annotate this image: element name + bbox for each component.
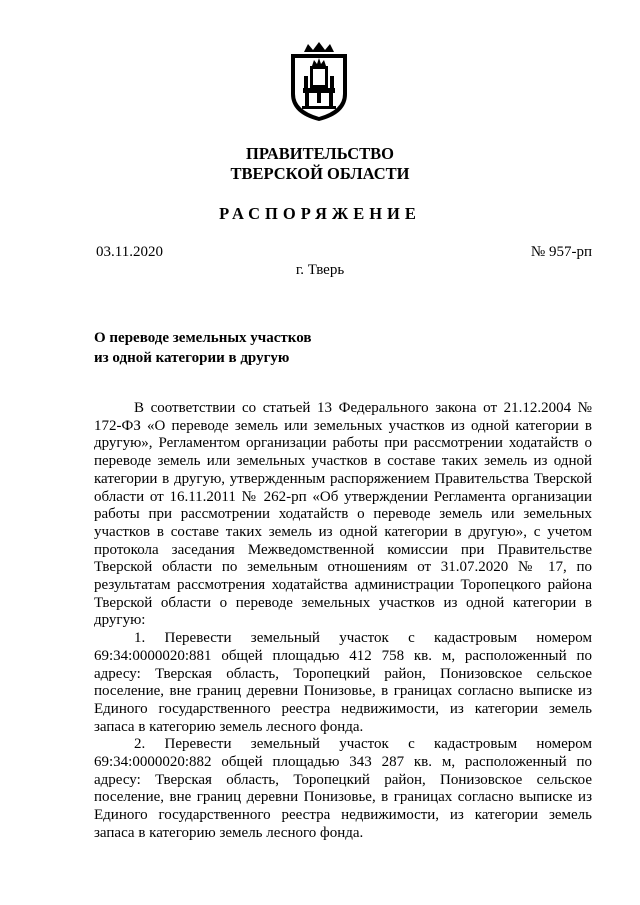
- document-number: № 957-рп: [530, 244, 592, 260]
- subject-line1: О переводе земельных участков: [94, 330, 312, 346]
- clause-1-paragraph: 1. Перевести земельный участок с кадастровым номером 69:34:0000020:881 общей площадью 412 758 кв. м, расположенный по адресу: Тверская область, Торопецкий район, Понизовское сельское поселение, вне границ деревни Понизовье, в границах согласно выписке из Единого государственного реестра недвижимости, из категории земель запаса в категорию земель лесного фонда.: [94, 630, 592, 735]
- clause-2-paragraph: 2. Перевести земельный участок с кадастровым номером 69:34:0000020:882 общей площадью 343 287 кв. м, расположенный по адресу: Тверская область, Торопецкий район, Понизовское сельское поселение, вне границ деревни Понизовье, в границах согласно выписке из Единого государственного реестра недвижимости, из категории земель запаса в категорию земель лесного фонда.: [94, 736, 592, 841]
- preamble-paragraph: В соответствии со статьей 13 Федерального закона от 21.12.2004 № 172-ФЗ «О переводе земель или земельных участков из одной категории в другую», Регламентом организации работы при рассмотрении ходатайств о переводе земель или земельных участков в составе таких земель из одной категории в другую, утвержденным распоряжением Правительства Тверской области от 16.11.2011 № 262-рп «Об утверждении Регламента организации работы при рассмотрении ходатайств о переводе земель или земельных участков в составе таких земель из одной категории в другую», с учетом протокола заседания Межведомственной комиссии при Правительстве Тверской области по земельным отношениям от 31.07.2020 № 17, по результатам рассмотрения ходатайства администрации Торопецкого района Тверской области о переводе земельных участков из одной категории в другую:: [94, 400, 592, 629]
- government-title-line2: ТВЕРСКОЙ ОБЛАСТИ: [230, 164, 410, 183]
- document-type: РАСПОРЯЖЕНИЕ: [219, 204, 421, 223]
- subject-line2: из одной категории в другую: [94, 350, 290, 366]
- document-subject: [94, 328, 311, 368]
- document-city: г. Тверь: [295, 262, 345, 278]
- government-title-line1: ПРАВИТЕЛЬСТВО: [246, 144, 394, 163]
- document-date: 03.11.2020: [96, 244, 163, 260]
- document-body: [94, 400, 592, 843]
- tver-coat-of-arms-icon: [288, 42, 350, 122]
